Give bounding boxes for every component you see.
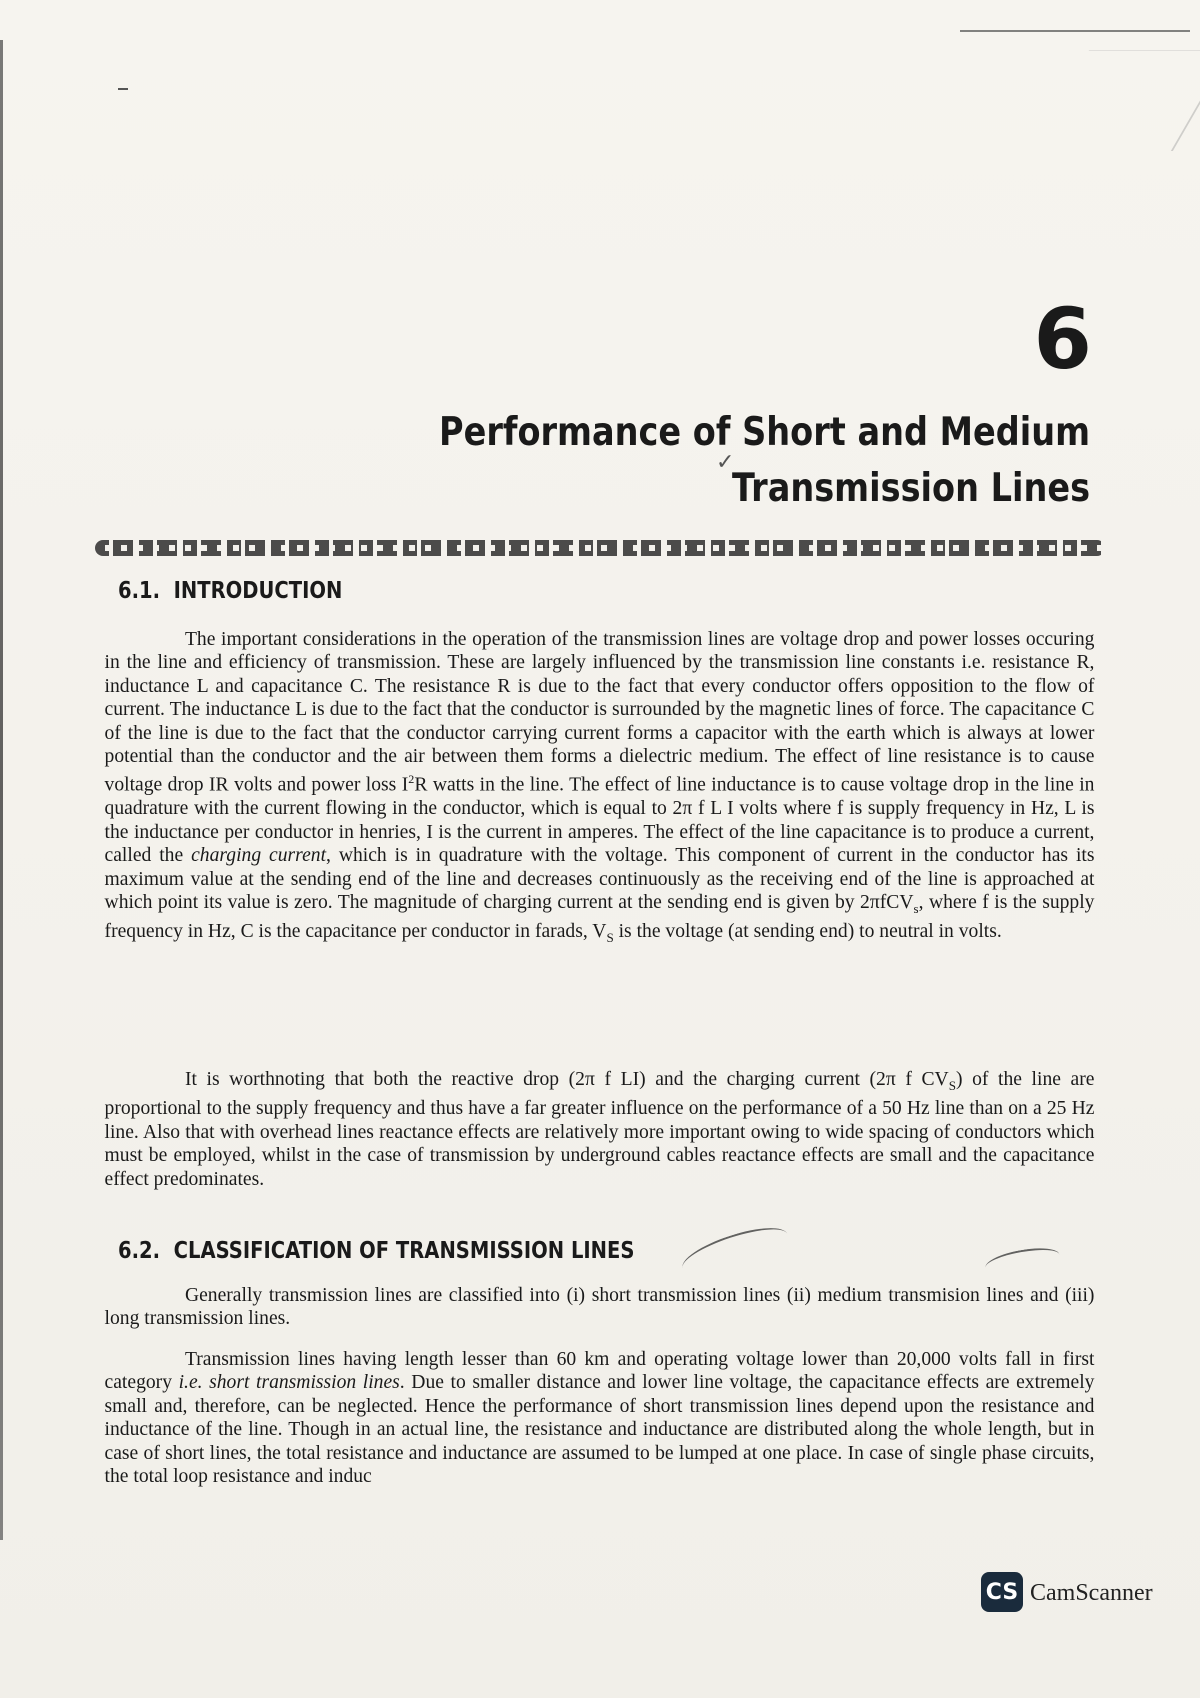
section-title: CLASSIFICATION OF TRANSMISSION LINES [173, 1238, 635, 1264]
text-run: R watts in the line. The effect of line inductance is to cause voltage drop in the line in quadrature with the current flowing in the conductor, which is equal to 2π f L I volts where f is supply frequency in Hz, L is the inductance per conductor in henries, I is the current in amperes. The effect of the line capacitance is to produce a current, called the [104, 774, 1095, 867]
text-run: Generally transmission lines are classified into (i) short transmission lines (ii) medium transmision lines and (iii) long transmission lines. [104, 1285, 1095, 1330]
pen-check-mark [678, 1219, 793, 1283]
top-rule [960, 30, 1190, 32]
stray-mark [118, 88, 128, 90]
camscanner-logo: CS [981, 1572, 1023, 1612]
corner-fold [1031, 50, 1200, 151]
section-number: 6.2. [118, 1238, 161, 1264]
decorative-chain-rule [95, 540, 1105, 556]
binding-edge [0, 40, 3, 1540]
text-run: The important considerations in the operation of the transmission lines are voltage drop and power losses occuring in the line and efficiency of transmission. These are largely influenced by the transmission line constants i.e. resistance R, inductance L and capacitance C. The resistance R is due to the fact that every conductor offers opposition to the flow of current. The inductance L is due to the fact that the conductor is surrounded by the magnetic lines of force. The capacitance C of the line is due to the fact that the conductor carrying current forms a capacitor with the earth which is always at lower potential than the conductor and the air between them forms a dielectric medium. The effect of line resistance is to cause voltage drop IR volts and power loss I [104, 629, 1095, 796]
subscript: s [913, 900, 919, 916]
chapter-title [439, 405, 1090, 517]
text-run: . Due to smaller distance and lower line voltage, the capacitance effects are extremely small and, therefore, can be neglected. Hence the performance of short transmission lines depend upon the resistance and inductance of the line. Though in an actual line, the resistance and inductance are distributed along the whole length, but in case of short lines, the total resistance and inductance are assumed to be lumped at one place. In case of single phase circuits, the total loop resistance and induc [104, 1372, 1095, 1488]
subscript: S [948, 1077, 956, 1093]
text-run: is the voltage (at sending end) to neutral in volts. [613, 921, 1002, 943]
superscript: 2 [408, 772, 415, 787]
intro-paragraph-1 [105, 628, 1095, 950]
intro-paragraph-2 [105, 1068, 1095, 1191]
text-run: ) of the line are proportional to the supply frequency and thus have a far greater influence on the performance of a 50 Hz line than on a 25 Hz line. Also that with overhead lines reactance effects are relatively more important owing to wide spacing of conductors which must be employed, whilst in the case of transmission by underground cables reactance effects are small and the capacitance effect predominates. [104, 1069, 1095, 1190]
camscanner-watermark: CamScanner [1030, 1580, 1153, 1606]
subscript: S [606, 930, 614, 946]
classification-paragraph-2 [105, 1348, 1095, 1488]
italic-term: charging current [191, 845, 327, 867]
chapter-title-line-1: Performance of Short and Medium [438, 410, 1090, 455]
text-run: , which is in quadrature with the voltage. This component of current in the conductor has its maximum value at the sending end of the line and decreases continuously as the receiving end of the line is approached at which point its value is zero. The magnitude of charging current at the sending end is given by 2πfCV [104, 845, 1095, 913]
pen-tick-mark: ✓ [716, 450, 735, 475]
chapter-title-line-2: Transmission Lines [731, 466, 1090, 511]
section-number: 6.1. [118, 578, 161, 604]
chapter-number: 6 [1033, 290, 1090, 388]
text-run: , where f is the supply frequency in Hz, C is the capacitance per conductor in farads, V [104, 891, 1095, 943]
text-run: Transmission lines having length lesser than 60 km and operating voltage lower than 20,000 volts fall in first category [104, 1349, 1095, 1394]
classification-paragraph-1 [105, 1284, 1095, 1331]
italic-term: i.e. short transmission lines [178, 1372, 400, 1394]
section-heading-classification [118, 1238, 634, 1264]
section-title: INTRODUCTION [173, 578, 343, 604]
section-heading-introduction [118, 578, 342, 604]
pen-check-mark [984, 1244, 1062, 1279]
text-run: It is worthnoting that both the reactive drop (2π f LI) and the charging current (2π f CV [184, 1069, 949, 1090]
